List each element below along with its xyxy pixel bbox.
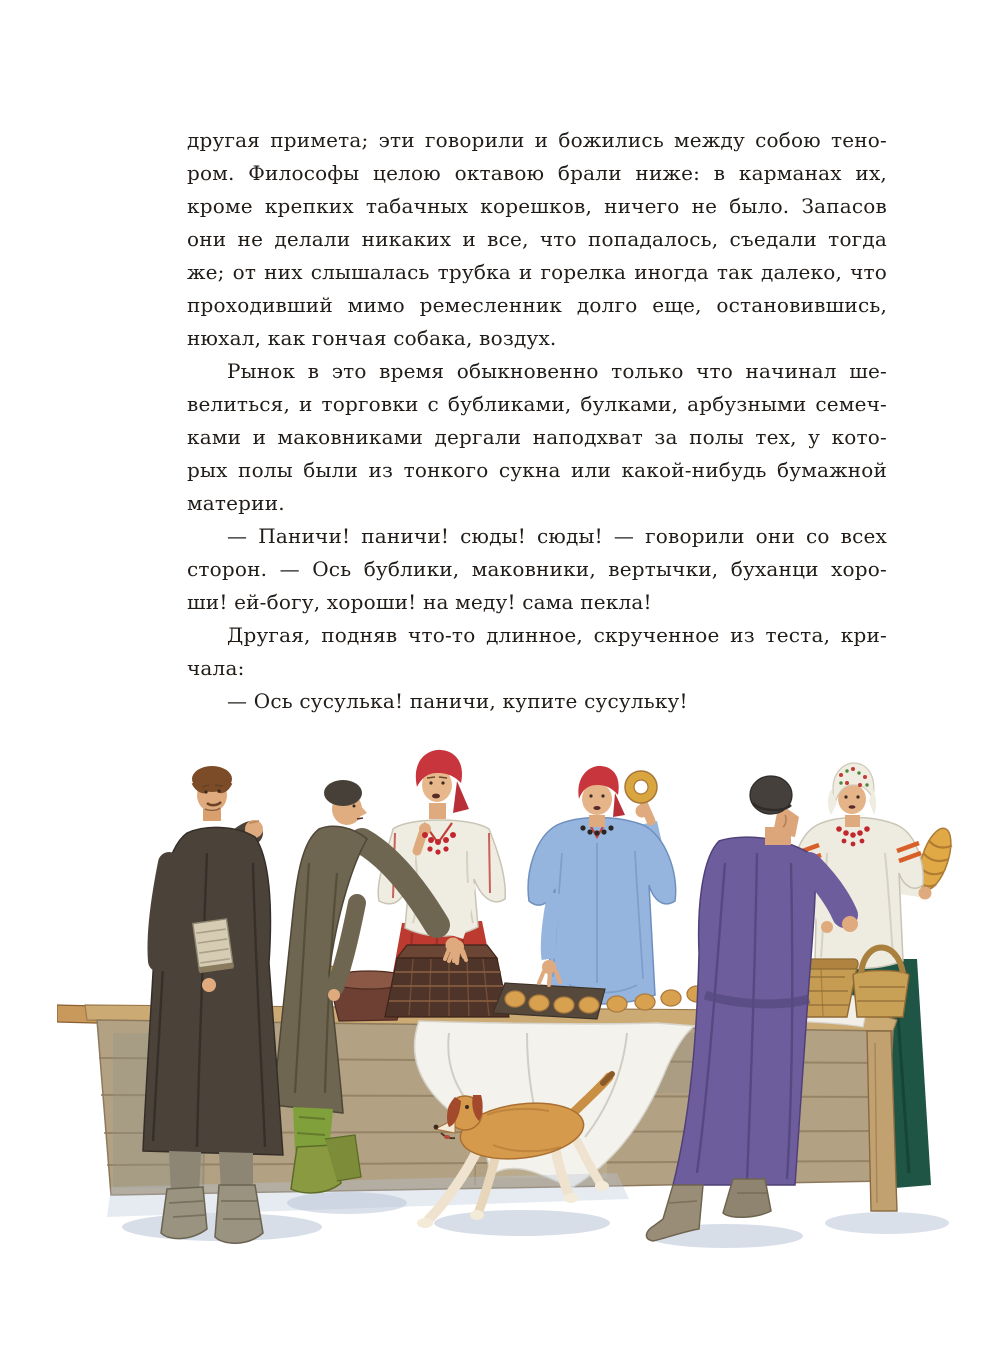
text-line: ши! ей-богу, хороши! на меду! сама пекла! <box>187 590 652 614</box>
paragraph <box>187 124 887 355</box>
paragraph <box>187 619 887 685</box>
paragraph <box>187 685 887 718</box>
text-line: — Паничи! паничи! сюды! сюды! — говорили они со всех <box>227 524 887 548</box>
text-line: же; от них слышалась трубка и горелка иногда так далеко, что <box>187 260 887 284</box>
paragraph <box>187 520 887 619</box>
text-line: нюхал, как гончая собака, воздух. <box>187 326 557 350</box>
text-line: велиться, и торговки с бубликами, булками, арбузными семеч- <box>187 392 887 416</box>
text-line: рых полы были из тонкого сукна или какой-нибудь бумажной <box>187 458 887 482</box>
text-line: проходивший мимо ремесленник долго еще, остановившись, <box>187 293 887 317</box>
text-line: Рынок в это время обыкновенно только что начинал ше- <box>227 359 887 383</box>
text-line: ками и маковниками дергали наподхват за полы тех, у кото- <box>187 425 887 449</box>
bublik <box>625 771 657 803</box>
text-line: они не делали никаких и все, что попадалось, съедали тогда <box>187 227 887 251</box>
books <box>193 919 234 973</box>
text-line: Другая, подняв что-то длинное, скрученное из теста, кри- <box>227 623 887 647</box>
text-line: чала: <box>187 656 245 680</box>
text-line: материи. <box>187 491 285 515</box>
text-line: — Ось сусулька! паничи, купите сусульку! <box>227 689 688 713</box>
text-line: сторон. — Ось бублики, маковники, вертычки, буханци хоро- <box>187 557 887 581</box>
text-line: другая примета; эти говорили и божились между собою тено- <box>187 128 887 152</box>
table-leg <box>867 1031 897 1211</box>
text-block <box>187 124 887 718</box>
illustration <box>57 733 957 1263</box>
text-line: ром. Философы целою октавою брали ниже: в карманах их, <box>187 161 887 185</box>
paragraph <box>187 355 887 520</box>
market-scene-svg <box>57 733 957 1263</box>
text-line: кроме крепких табачных корешков, ничего не было. Запасов <box>187 194 887 218</box>
